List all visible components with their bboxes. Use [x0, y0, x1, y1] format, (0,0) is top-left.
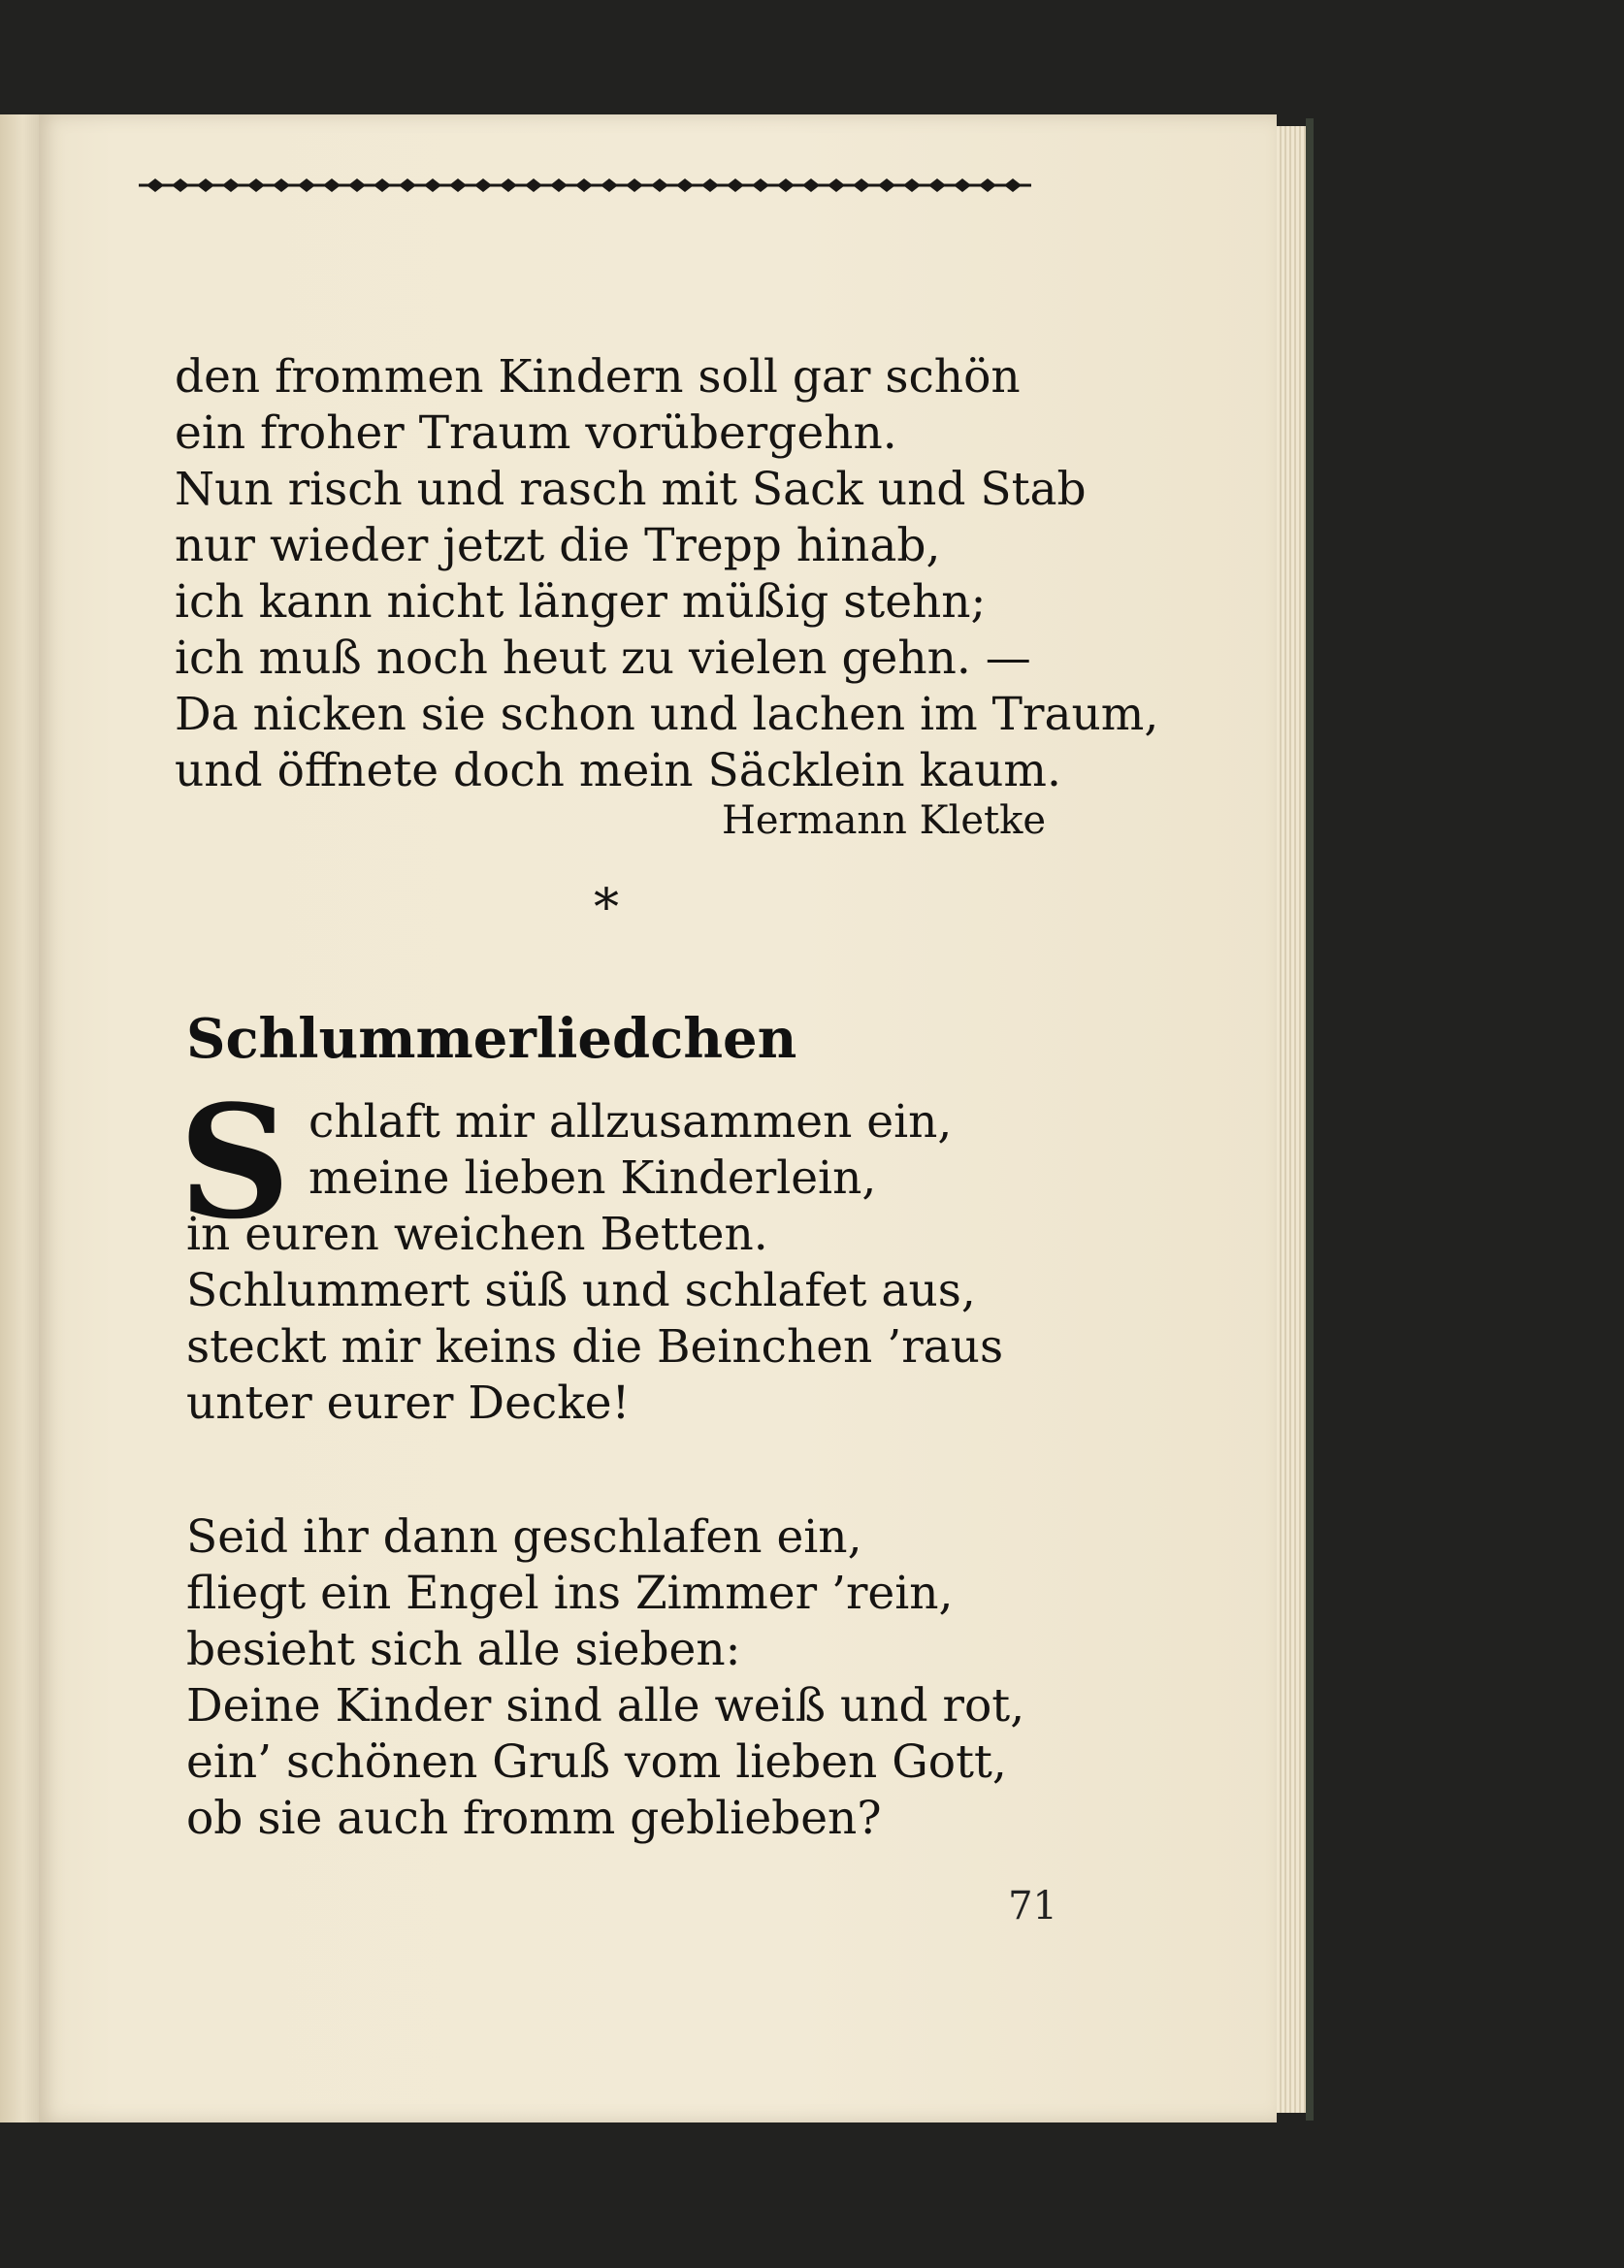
rule-diamond: [525, 178, 542, 192]
poem-line: ein’ schönen Gruß vom lieben Gott,: [186, 1735, 1007, 1789]
poem-line: den frommen Kindern soll gar schön: [175, 350, 1021, 404]
poem-line: fliegt ein Engel ins Zimmer ’rein,: [186, 1567, 954, 1620]
rule-diamond: [348, 178, 366, 192]
ornamental-rule: [139, 172, 1031, 199]
rule-diamond: [651, 178, 668, 192]
rule-diamond: [197, 178, 214, 192]
rule-diamond: [172, 178, 189, 192]
poem-title: Schlummerliedchen: [186, 1007, 797, 1071]
rule-diamond: [828, 178, 845, 192]
section-separator: *: [594, 879, 619, 937]
rule-diamond: [374, 178, 391, 192]
poem-line: Schlummert süß und schlafet aus,: [186, 1264, 976, 1317]
poem-line: unter eurer Decke!: [186, 1377, 631, 1430]
rule-diamond: [399, 178, 416, 192]
rule-diamond: [222, 178, 240, 192]
rule-diamond: [298, 178, 315, 192]
poem-line: ein froher Traum vorübergehn.: [175, 406, 897, 460]
rule-diamond: [979, 178, 996, 192]
rule-diamond: [802, 178, 820, 192]
rule-diamond: [853, 178, 870, 192]
rule-diamond: [701, 178, 719, 192]
poem-line: nur wieder jetzt die Trepp hinab,: [175, 519, 941, 572]
poem-line: ich kann nicht länger müßig stehn;: [175, 575, 987, 629]
poem-line: ob sie auch fromm geblieben?: [186, 1792, 882, 1845]
first-poem-text: [175, 349, 1159, 799]
left-page-edge: [0, 114, 42, 2122]
rule-diamond: [273, 178, 290, 192]
rule-diamond: [323, 178, 341, 192]
rule-diamond: [954, 178, 971, 192]
stanza-gap: [186, 1432, 1059, 1509]
book-cover-edge: [1306, 118, 1314, 2121]
poem-line: und öffnete doch mein Säcklein kaum.: [175, 744, 1061, 797]
rule-diamond: [1004, 178, 1022, 192]
page-stack-edge: [1277, 126, 1306, 2113]
poem-line: ich muß noch heut zu vielen gehn. —: [175, 632, 1031, 685]
rule-diamond: [146, 178, 164, 192]
poem-line: Nun risch und rasch mit Sack und Stab: [175, 463, 1087, 516]
page-number: 71: [1008, 1884, 1057, 1928]
rule-diamond: [550, 178, 568, 192]
poem-line: besieht sich alle sieben:: [186, 1623, 741, 1676]
poem-line: steckt mir keins die Beinchen ’raus: [186, 1320, 1004, 1374]
poem-line: meine lieben Kinderlein,: [309, 1151, 877, 1205]
rule-diamond: [500, 178, 517, 192]
poem-line: in euren weichen Betten.: [186, 1208, 768, 1261]
rule-diamond: [676, 178, 694, 192]
rule-diamond: [601, 178, 618, 192]
poem-line: chlaft mir allzusammen ein,: [309, 1095, 953, 1149]
drop-cap: S: [179, 1071, 291, 1253]
rule-diamond: [727, 178, 744, 192]
rule-diamond: [777, 178, 795, 192]
poem-line: Deine Kinder sind alle weiß und rot,: [186, 1679, 1025, 1733]
rule-diamond: [928, 178, 946, 192]
poem-line: Da nicken sie schon und lachen im Traum,: [175, 688, 1159, 741]
poem-line: Seid ihr dann geschlafen ein,: [186, 1510, 862, 1564]
rule-diamond: [752, 178, 769, 192]
rule-diamond: [474, 178, 492, 192]
rule-diamond: [575, 178, 593, 192]
rule-diamond: [626, 178, 643, 192]
second-poem-text: [186, 1094, 1059, 1847]
rule-diamond: [878, 178, 895, 192]
rule-diamond: [903, 178, 921, 192]
author-name: Hermann Kletke: [721, 798, 1046, 843]
rule-diamond: [247, 178, 265, 192]
rule-diamond: [424, 178, 441, 192]
rule-diamond: [449, 178, 467, 192]
